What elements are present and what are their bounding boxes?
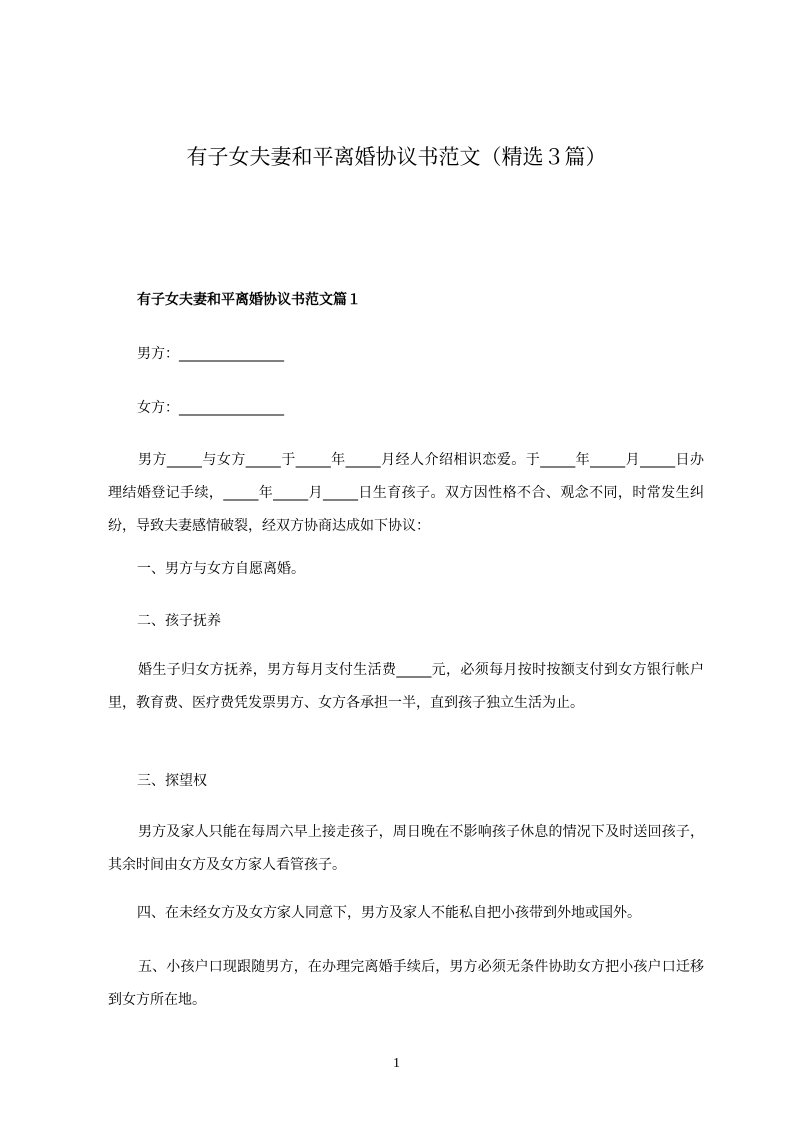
clause-3-heading: 三、探望权: [137, 773, 207, 789]
male-party-line: [137, 343, 284, 365]
clause-4: 四、在未经女方及女方家人同意下，男方及家人不能私自把小孩带到外地或国外。: [137, 905, 641, 921]
intro-paragraph: 男方_____与女方_____于_____年_____月经人介绍相识恋爱。于_____年_____月_____日办理结婚登记手续，_____年_____月_____日生育孩子。双方因性格不合、观念不同，时常发生纠纷，导致夫妻感情破裂，经双方协商达成如下协议：: [108, 452, 704, 534]
clause-1: 一、男方与女方自愿离婚。: [137, 561, 305, 577]
female-party-label: 女方：: [137, 400, 179, 416]
clause-3-body: 男方及家人只能在每周六早上接走孩子，周日晚在不影响孩子休息的情况下及时送回孩子，其余时间由女方及女方家人看管孩子。: [108, 824, 704, 873]
male-party-label: 男方：: [137, 346, 179, 362]
female-party-blank: _______________: [179, 400, 284, 416]
page-title: 有子女夫妻和平离婚协议书范文（精选３篇）: [186, 145, 607, 169]
clause-2-heading: 二、孩子抚养: [137, 613, 221, 629]
clause-5: 五、小孩户口现跟随男方，在办理完离婚手续后，男方必须无条件协助女方把小孩户口迁移到女方所在地。: [108, 959, 704, 1008]
female-party-line: [137, 397, 284, 419]
page-number: 1: [393, 1056, 400, 1071]
section-heading: 有子女夫妻和平离婚协议书范文篇１: [137, 292, 361, 308]
clause-2-body: 婚生子归女方抚养，男方每月支付生活费_____元，必须每月按时按额支付到女方银行帐户里，教育费、医疗费凭发票男方、女方各承担一半，直到孩子独立生活为止。: [108, 662, 704, 711]
male-party-blank: _______________: [179, 346, 284, 362]
